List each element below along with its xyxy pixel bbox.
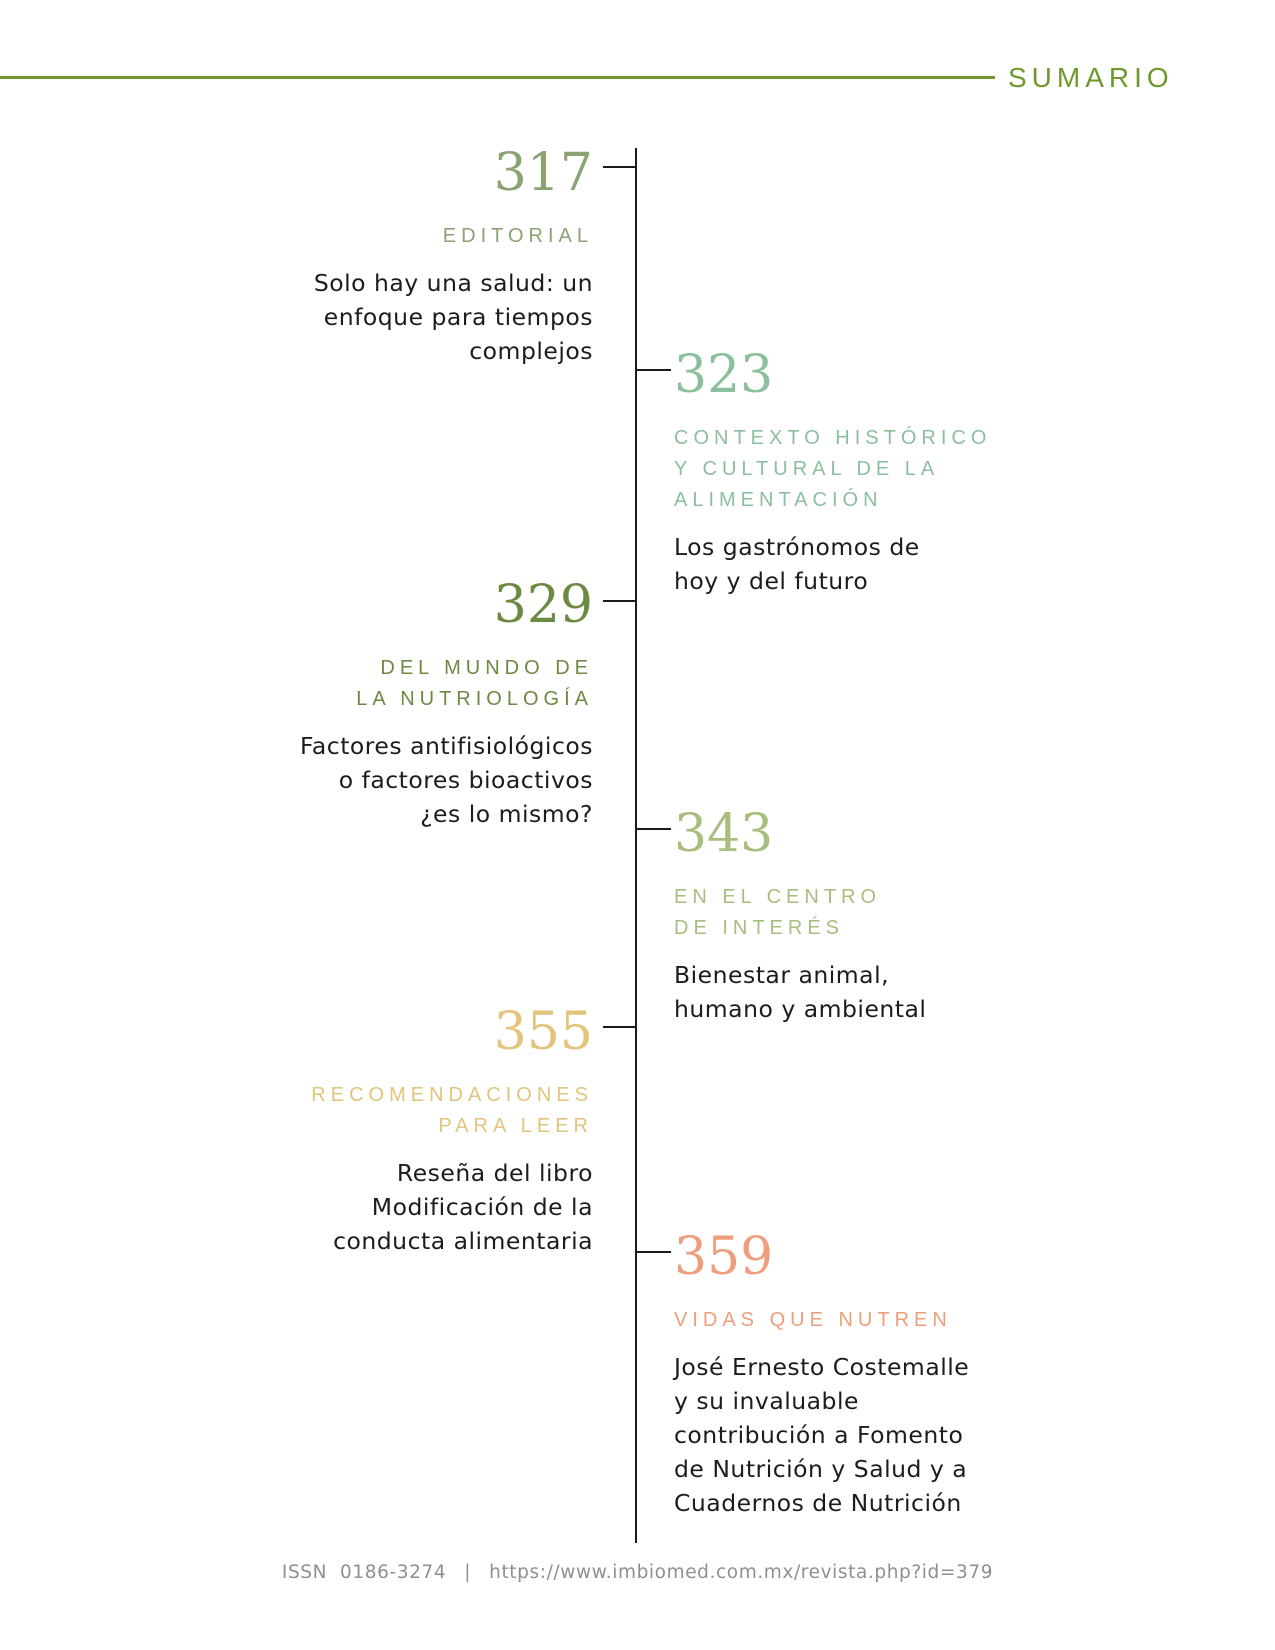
toc-entry-centro-interes[interactable] [674, 804, 927, 1026]
section-label: EN EL CENTRO DE INTERÉS [674, 886, 882, 939]
section-label: CONTEXTO HISTÓRICO Y CULTURAL DE LA ALIMENTACIÓN [674, 427, 992, 511]
footer [0, 1562, 1275, 1583]
article-title[interactable]: Los gastrónomos de hoy y del futuro [674, 533, 920, 595]
timeline-axis [635, 148, 637, 1543]
article-title[interactable]: Reseña del libro Modificación de la conducta alimentaria [333, 1159, 593, 1255]
header-rule [0, 76, 995, 79]
article-title[interactable]: José Ernesto Costemalle y su invaluable contribución a Fomento de Nutrición y Salud y a Cuadernos de Nutrición [674, 1353, 970, 1517]
toc-entry-editorial[interactable] [313, 143, 593, 368]
timeline-tick-317 [603, 166, 637, 168]
timeline-tick-329 [603, 600, 637, 602]
page-number: 329 [493, 575, 593, 635]
page-number: 317 [493, 143, 593, 203]
page-title: SUMARIO [1008, 62, 1174, 93]
journal-url-link[interactable]: https://www.imbiomed.com.mx/revista.php?id=379 [489, 1562, 994, 1583]
page-number: 359 [674, 1227, 774, 1287]
footer-separator: | [464, 1562, 472, 1583]
article-title[interactable]: Solo hay una salud: un enfoque para tiempos complejos [313, 269, 593, 365]
timeline-tick-343 [637, 828, 671, 830]
toc-entry-mundo-nutriologia[interactable] [300, 575, 593, 831]
section-label: RECOMENDACIONES PARA LEER [311, 1084, 593, 1137]
timeline-tick-323 [637, 369, 671, 371]
timeline-tick-359 [637, 1251, 671, 1253]
issn-text: ISSN 0186-3274 [281, 1562, 447, 1583]
section-label: VIDAS QUE NUTREN [674, 1309, 952, 1331]
page-number: 323 [674, 345, 774, 405]
page-number: 343 [674, 804, 774, 864]
toc-entry-recomendaciones[interactable] [311, 1002, 593, 1258]
article-title[interactable]: Bienestar animal, humano y ambiental [674, 961, 927, 1023]
timeline-tick-355 [603, 1026, 637, 1028]
article-title[interactable]: Factores antifisiológicos o factores bioactivos ¿es lo mismo? [300, 732, 593, 828]
section-label: DEL MUNDO DE LA NUTRIOLOGÍA [356, 657, 593, 710]
section-label: EDITORIAL [442, 225, 593, 247]
page-number: 355 [493, 1002, 593, 1062]
toc-entry-contexto-historico[interactable] [674, 345, 992, 598]
toc-entry-vidas-que-nutren[interactable] [674, 1227, 970, 1520]
